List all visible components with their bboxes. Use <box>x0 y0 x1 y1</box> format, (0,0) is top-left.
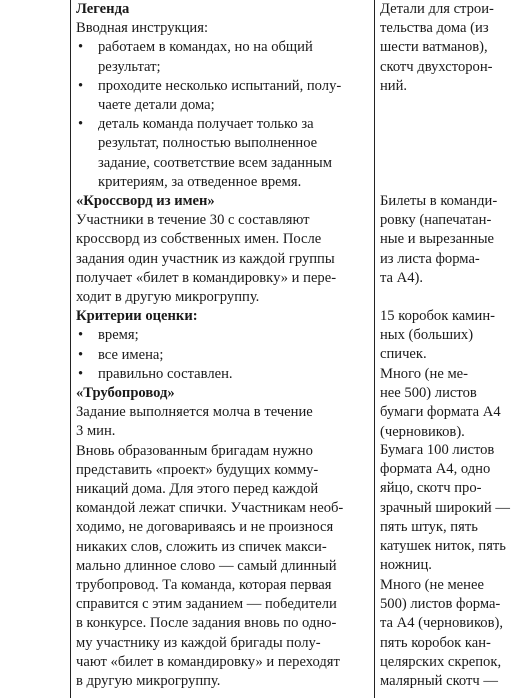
materials-block6: Много (не менее <box>380 577 484 593</box>
pipe-text: справится с этим заданием — победители <box>76 596 337 613</box>
materials-block3: спичек. <box>380 346 427 363</box>
bullet-icon: • <box>78 116 84 133</box>
materials-block5: яйцо, скотч про- <box>380 480 482 497</box>
materials-block5: Бумага 100 листов <box>380 442 495 458</box>
table-border-left <box>70 0 71 698</box>
pipe-text: трубопровод. Та команда, которая первая <box>76 577 332 593</box>
materials-block5: формата А4, одно <box>380 461 491 478</box>
materials-block1: Детали для строи- <box>380 1 494 17</box>
section-title-criteria: Критерии оценки: <box>76 308 198 325</box>
criteria-item: все имена; <box>98 346 164 363</box>
pipe-text: 3 мин. <box>76 423 116 440</box>
pipe-text: ходимо, не договариваясь и не произнося <box>76 519 334 536</box>
pipe-text: никаций дома. Для этого перед каждой <box>76 481 319 497</box>
bullet-text: задание, соответствие всем заданным <box>98 154 332 171</box>
materials-block6: малярный скотч — <box>380 673 498 689</box>
crossword-text: задания один участник из каждой группы <box>76 250 335 267</box>
materials-block4: бумаги формата А4 <box>380 404 501 421</box>
materials-block6: пять коробок кан- <box>380 634 491 651</box>
materials-block2: та А4). <box>380 269 424 286</box>
bullet-text: работаем в командах, но на общий <box>98 39 313 56</box>
crossword-text: кроссворд из собственных имен. После <box>76 231 322 248</box>
crossword-text: Участники в течение 30 с составляют <box>76 212 310 229</box>
pipe-text: в конкурсе. После задания вновь по одно- <box>76 615 337 632</box>
section-title-legend: Легенда <box>76 1 130 17</box>
pipe-text: Вновь образованным бригадам нужно <box>76 442 313 459</box>
pipe-text: никаких слов, сложить из спичек макси- <box>76 538 327 555</box>
bullet-text: проходите несколько испытаний, полу- <box>98 77 342 94</box>
materials-block2: из листа форма- <box>380 250 480 267</box>
materials-block2: Билеты в команди- <box>380 193 498 209</box>
criteria-item: время; <box>98 327 139 344</box>
pipe-text: чают «билет в командировку» и переходят <box>76 653 340 670</box>
pipe-text: мально длинное слово — самый длинный <box>76 557 337 574</box>
materials-block5: зрачный широкий — <box>380 499 510 516</box>
materials-block5: пять штук, пять <box>380 518 478 535</box>
materials-block4: (черновиков). <box>380 423 465 440</box>
section-title-crossword: «Кроссворд из имен» <box>76 193 215 209</box>
bullet-text: чаете детали дома; <box>98 97 215 113</box>
crossword-text: ходит в другую микрогруппу. <box>76 289 260 305</box>
materials-block1: тельства дома (из <box>380 20 489 37</box>
bullet-text: результат, полностью выполненное <box>98 135 318 152</box>
table-border-middle <box>374 0 375 698</box>
materials-block5: катушек ниток, пять <box>380 538 506 554</box>
bullet-icon: • <box>78 77 84 94</box>
crossword-text: получает «билет в командировку» и пере- <box>76 269 337 286</box>
materials-block1: скотч двухсторон- <box>380 58 493 75</box>
materials-block2: ровку (напечатан- <box>380 212 492 229</box>
materials-block5: ножниц. <box>380 557 432 574</box>
section-title-pipe: «Трубопровод» <box>76 385 175 401</box>
bullet-icon: • <box>78 365 84 382</box>
bullet-icon: • <box>78 327 84 344</box>
pipe-text: Задание выполняется молча в течение <box>76 404 313 421</box>
materials-block3: 15 коробок камин- <box>380 308 496 324</box>
materials-block1: шести ватманов), <box>380 39 488 56</box>
pipe-text: в другую микрогруппу. <box>76 673 221 689</box>
criteria-item: правильно составлен. <box>98 365 233 382</box>
bullet-text: деталь команда получает только за <box>98 116 314 133</box>
materials-block6: целярских скрепок, <box>380 653 502 670</box>
bullet-text: результат; <box>98 58 161 75</box>
bullet-icon: • <box>78 39 84 56</box>
materials-block3: ных (больших) <box>380 327 474 344</box>
bullet-text: критериям, за отведенное время. <box>98 173 302 190</box>
pipe-text: представить «проект» будущих комму- <box>76 461 319 478</box>
materials-block6: 500) листов форма- <box>380 596 501 613</box>
materials-block2: ные и вырезанные <box>380 231 494 248</box>
materials-block4: нее 500) листов <box>380 385 477 402</box>
bullet-icon: • <box>78 346 84 363</box>
materials-block6: та А4 (черновиков), <box>380 615 503 632</box>
pipe-text: му участнику из каждой бригады полу- <box>76 634 321 651</box>
materials-block1: ний. <box>380 77 408 94</box>
materials-block4: Много (не ме- <box>380 366 469 382</box>
pipe-text: командой лежат спички. Участникам необ- <box>76 500 344 517</box>
intro-label: Вводная инструкция: <box>76 20 209 37</box>
